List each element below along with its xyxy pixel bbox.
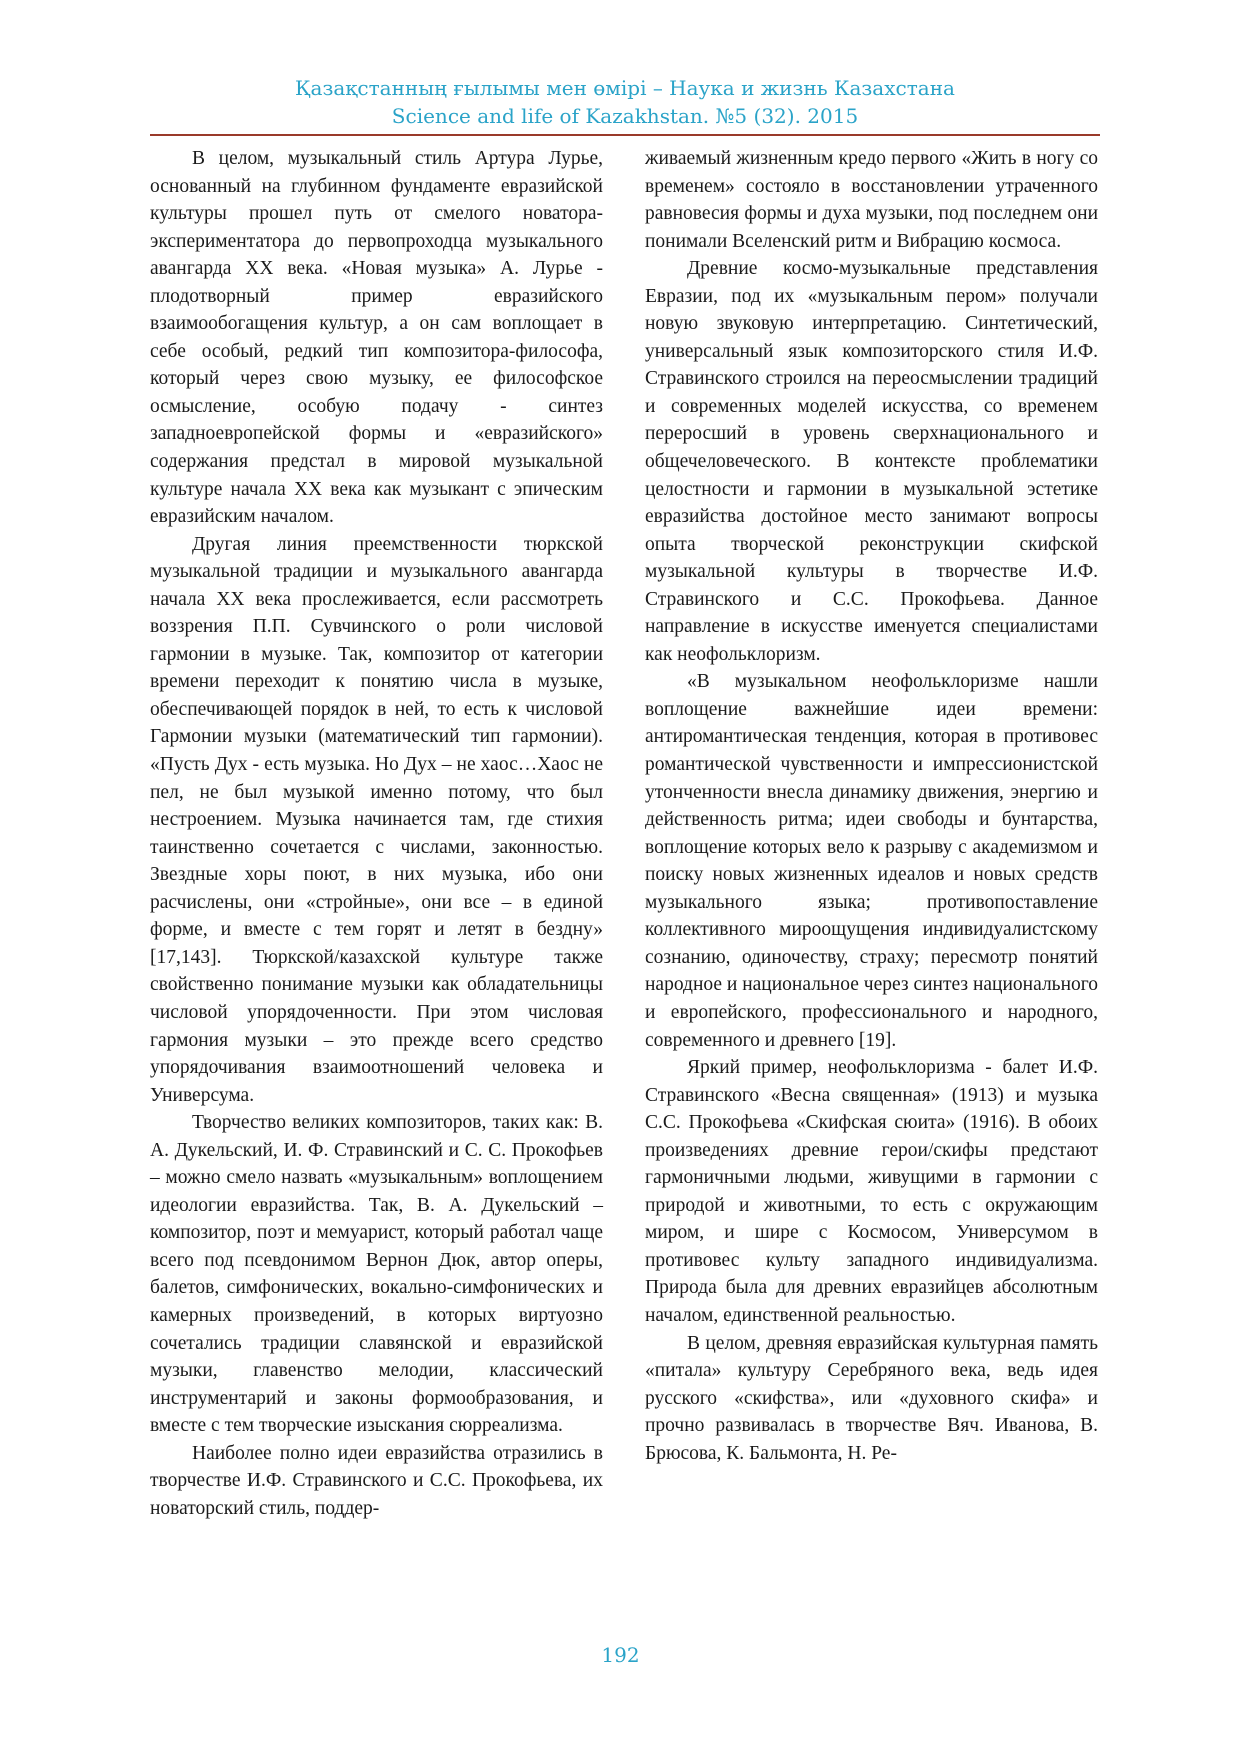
paragraph: Древние космо-музыкальные представления Евразии, под их «музыкальным пером» получали новую звуковую интерпретацию. Синтетический, универсальный язык композиторского стиля И.Ф. Стравинского строился на переосмыслении традиций и современных моделей искусства, со временем переросший в уровень сверхнационального и общечеловеческого. В контексте проблематики целостности и гармонии в музыкальной эстетике евразийства достойное место занимают вопросы опыта творческой реконструкции скифской музыкальной культуры в творчестве И.Ф. Стравинского и С.С. Прокофьева. Данное направление в искусстве именуется специалистами как неофольклоризм. [645,258,1098,665]
journal-title-line-2: Science and life of Kazakhstan. №5 (32). 2015 [391,104,859,128]
journal-title-line-1: Қазақстанның ғылымы мен өмірі – Наука и жизнь Казахстана [295,76,955,100]
paragraph: Яркий пример, неофольклоризма - балет И.Ф. Стравинского «Весна священная» (1913) и музыка С.С. Прокофьева «Скифская сюита» (1916). В обоих произведениях древние герои/скифы предстают гармоничными людьми, живущими в гармонии с природой и животными, то есть с окружающим миром, и шире с Космосом, Универсумом в противовес культу западного индивидуализма. Природа была для древних евразийцев абсолютным началом, единственной реальностью. [645,1057,1098,1326]
paragraph: В целом, музыкальный стиль Артура Лурье, основанный на глубинном фундаменте евразийской культуры прошел путь от смелого новатора-экспериментатора до первопроходца музыкального авангарда XX века. «Новая музыка» А. Лурье - плодотворный пример евразийского взаимообогащения культур, а он сам воплощает в себе особый, редкий тип композитора-философа, который через свою музыку, ее философское осмысление, особую подачу - синтез западноевропейской формы и «евразийского» содержания предстал в мировой музыкальной культуре начала XX века как музыкант с эпическим евразийским началом. [150,148,603,528]
page-number: 192 [601,1643,640,1667]
paragraph: «В музыкальном неофольклоризме нашли воплощение важнейшие идеи времени: антиромантическая тенденция, которая в противовес романтической чувственности и импрессионистской утонченности внесла динамику движения, энергию и действенность ритма; идеи свободы и бунтарства, воплощение которых вело к разрыву с академизмом и поиску новых жизненных идеалов и новых средств музыкального языка; противопоставление коллективного мироощущения индивидуалистскому сознанию, одиночеству, страху; пересмотр понятий народное и национальное через синтез национального и европейского, профессионального и народного, современного и древнего [19]. [645,671,1099,1051]
paragraph: Наиболее полно идеи евразийства отразились в творчестве И.Ф. Стравинского и С.С. Прокофьева, их новаторский стиль, поддер- [150,1442,603,1519]
paragraph: В целом, древняя евразийская культурная память «питала» культуру Серебряного века, ведь идея русского «скифства», или «духовного скифа» и прочно развивалась в творчестве Вяч. Иванова, В. Брюсова, К. Бальмонта, Н. Ре- [645,1332,1098,1464]
journal-header [150,74,1100,130]
right-text-column [645,145,1098,1467]
paragraph-continuation: живаемый жизненным кредо первого «Жить в ногу со временем» состояло в восстановлении утраченного равновесия формы и духа музыки, под последнем они понимали Вселенский ритм и Вибрацию космоса. [645,148,1098,252]
paragraph: Творчество великих композиторов, таких как: В. А. Дукельский, И. Ф. Стравинский и С. С. Прокофьев – можно смело назвать «музыкальным» воплощением идеологии евразийства. Так, В. А. Дукельский – композитор, поэт и мемуарист, который работал чаще всего под псевдонимом Вернон Дюк, автор оперы, балетов, симфонических, вокально-симфонических и камерных произведений, в которых виртуозно сочетались традиции славянской и евразийской музыки, главенство мелодии, классический инструментарий и законы формообразования, и вместе с тем творческие изыскания сюрреализма. [150,1112,603,1437]
left-text-column [150,145,603,1522]
paragraph: Другая линия преемственности тюркской музыкальной традиции и музыкального авангарда начала XX века прослеживается, если рассмотреть воззрения П.П. Сувчинского о роли числовой гармонии в музыке. Так, композитор от категории времени переходит к понятию числа в музыке, обеспечивающей порядок в ней, то есть к числовой Гармонии музыки (математический тип гармонии). «Пусть Дух - есть музыка. Но Дух – не хаос…Хаос не пел, не был музыкой именно потому, что был нестроением. Музыка начинается там, где стихия таинственно сочетается с числами, законностью. Звездные хоры поют, в них музыка, ибо они расчислены, они «стройные», они все – в единой форме, и вместе с тем горят и летят в бездну» [17,143]. Тюркской/казахской культуре также свойственно понимание музыки как обладательницы числовой упорядоченности. При этом числовая гармония музыки – это прежде всего средство упорядочивания взаимоотношений человека и Универсума. [150,533,603,1106]
header-divider [150,134,1100,136]
